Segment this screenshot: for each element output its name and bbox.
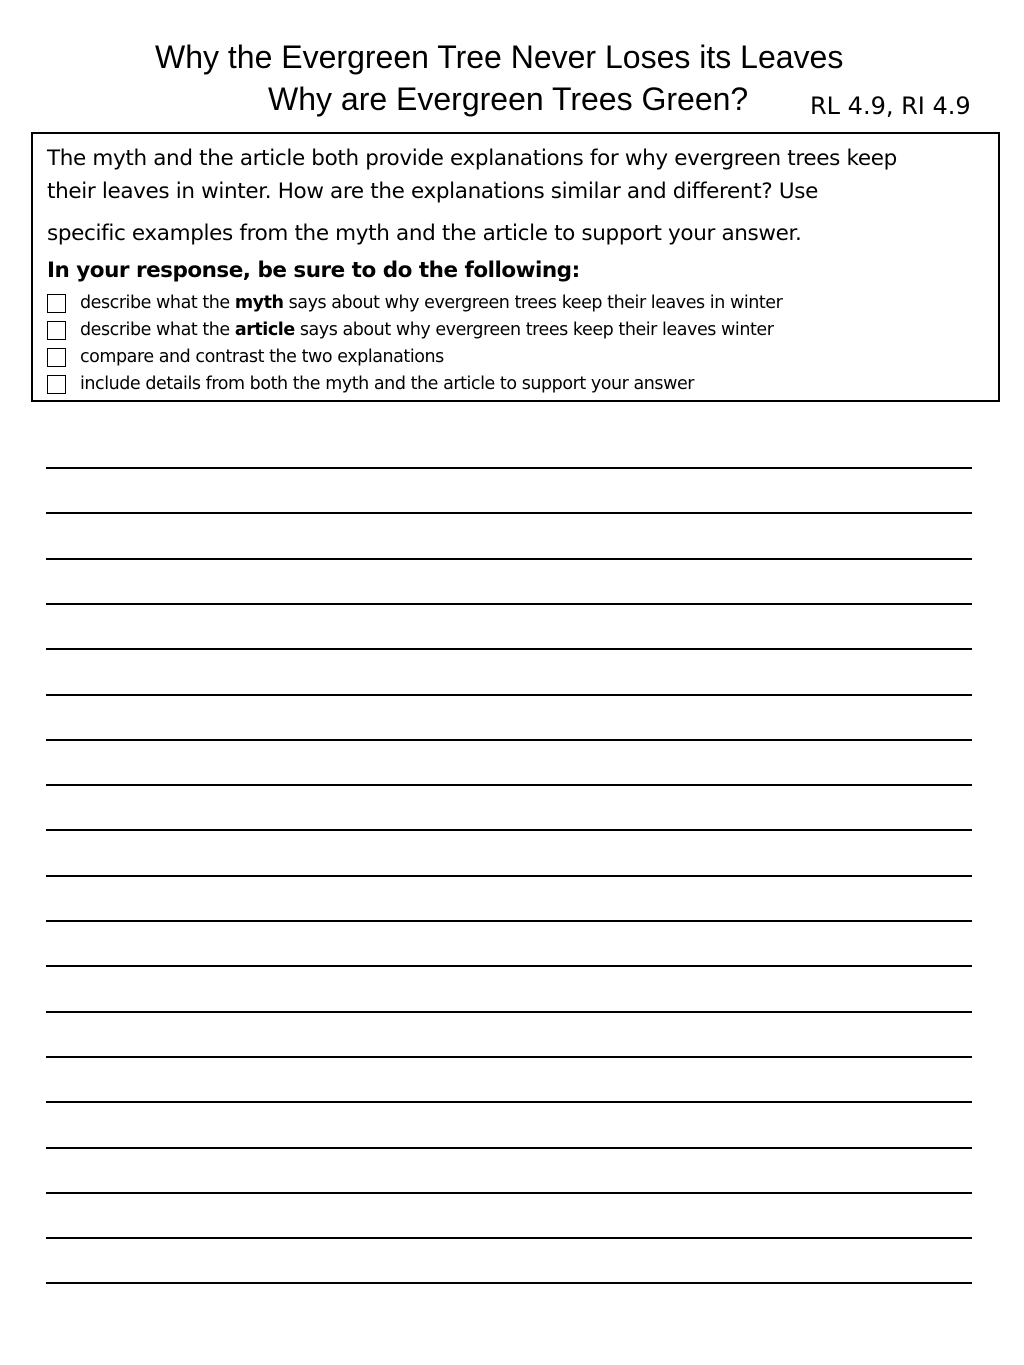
checklist-text-pre: describe what the <box>80 293 235 313</box>
instruction-heading: In your response, be sure to do the following: <box>47 258 580 283</box>
checklist-item-text <box>80 293 782 313</box>
title-line-1: Why the Evergreen Tree Never Loses its Leaves <box>155 39 844 75</box>
answer-line[interactable] <box>46 829 972 831</box>
answer-line[interactable] <box>46 739 972 741</box>
answer-line[interactable] <box>46 1056 972 1058</box>
answer-line[interactable] <box>46 965 972 967</box>
checklist-text-bold: myth <box>234 293 284 313</box>
answer-line[interactable] <box>46 1237 972 1239</box>
prompt-text-line-3: specific examples from the myth and the article to support your answer. <box>47 221 802 246</box>
checklist-text-pre: compare and contrast the two explanations <box>80 347 444 367</box>
answer-line[interactable] <box>46 1147 972 1149</box>
checklist-text-post: says about why evergreen trees keep their leaves in winter <box>283 293 783 313</box>
answer-line[interactable] <box>46 694 972 696</box>
checklist-text-post: says about why evergreen trees keep their leaves winter <box>294 320 774 340</box>
answer-line[interactable] <box>46 648 972 650</box>
checklist-item-text <box>80 347 444 367</box>
checklist-item-text <box>80 320 773 340</box>
answer-line[interactable] <box>46 875 972 877</box>
checklist-item-article <box>47 319 773 341</box>
prompt-box <box>31 132 1000 402</box>
checklist-text-pre: include details from both the myth and the article to support your answer <box>80 374 695 394</box>
checklist-item-details <box>47 373 694 395</box>
answer-line[interactable] <box>46 920 972 922</box>
checklist-item-myth <box>47 292 782 314</box>
prompt-text-line-1: The myth and the article both provide explanations for why evergreen trees keep <box>47 146 897 171</box>
answer-line[interactable] <box>46 467 972 469</box>
checklist-item-text <box>80 374 694 394</box>
checkbox[interactable] <box>47 294 66 313</box>
answer-line[interactable] <box>46 1192 972 1194</box>
answer-line[interactable] <box>46 558 972 560</box>
title-line-2: Why are Evergreen Trees Green? <box>268 81 749 117</box>
answer-line[interactable] <box>46 1282 972 1284</box>
answer-line[interactable] <box>46 1101 972 1103</box>
checkbox[interactable] <box>47 375 66 394</box>
answer-line[interactable] <box>46 784 972 786</box>
checkbox[interactable] <box>47 348 66 367</box>
checklist-item-compare <box>47 346 444 368</box>
answer-line[interactable] <box>46 512 972 514</box>
standards-label: RL 4.9, RI 4.9 <box>810 92 971 120</box>
answer-line[interactable] <box>46 603 972 605</box>
checkbox[interactable] <box>47 321 66 340</box>
checklist-text-pre: describe what the <box>80 320 235 340</box>
checklist-text-bold: article <box>234 320 295 340</box>
answer-line[interactable] <box>46 1011 972 1013</box>
prompt-text-line-2: their leaves in winter. How are the explanations similar and different? Use <box>47 179 818 204</box>
